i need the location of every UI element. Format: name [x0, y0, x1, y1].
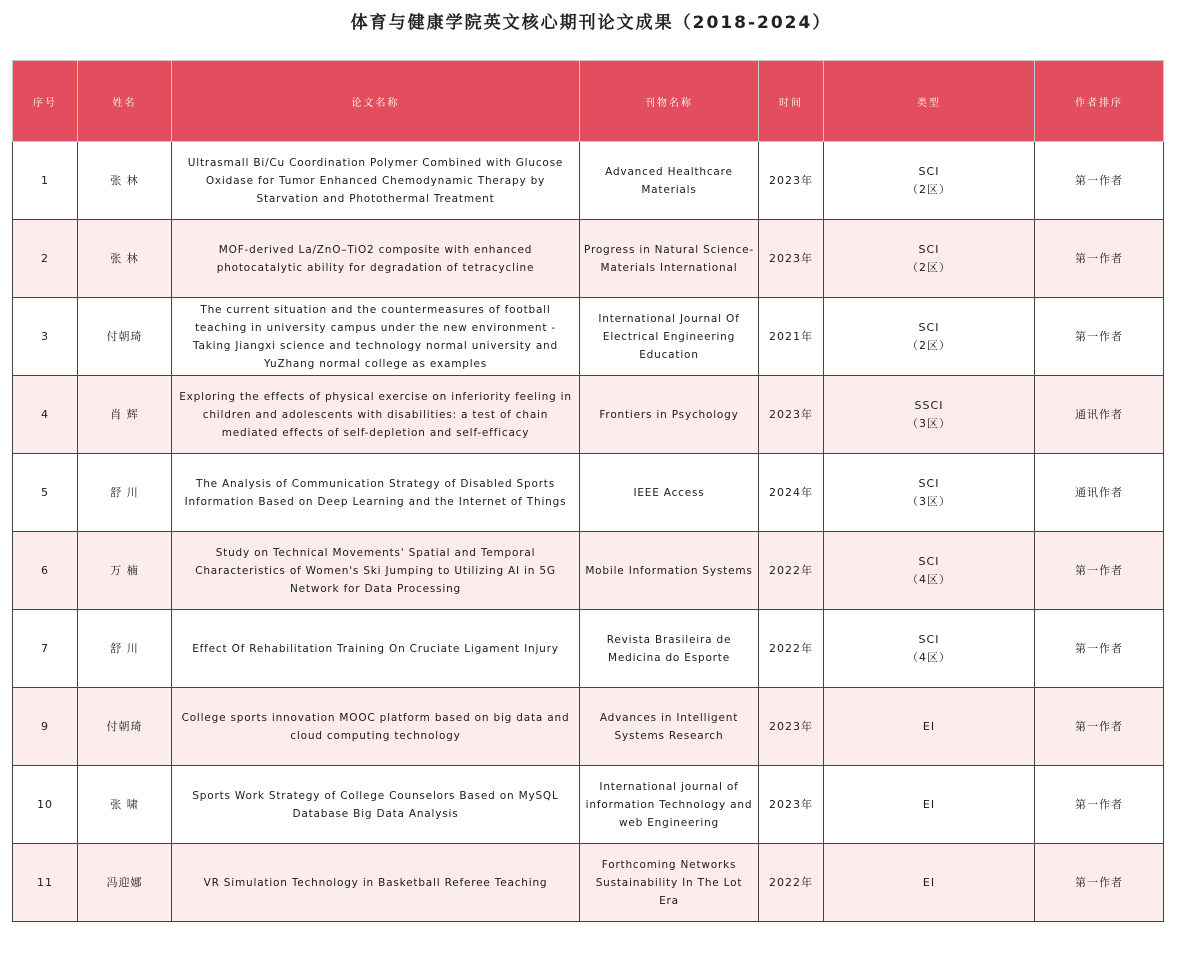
cell-year: 2023年 — [759, 376, 824, 454]
cell-author-order: 第一作者 — [1035, 142, 1164, 220]
cell-year: 2022年 — [759, 844, 824, 922]
zone-label: （2区） — [907, 338, 951, 352]
header-name: 姓名 — [78, 61, 172, 142]
zone-label: （4区） — [907, 650, 951, 664]
type-label: SCI — [918, 554, 940, 568]
type-label: EI — [922, 797, 936, 811]
cell-no: 11 — [13, 844, 78, 922]
cell-author-order: 第一作者 — [1035, 220, 1164, 298]
cell-paper: The current situation and the countermeasures of football teaching in university campus under the new environment - Taking Jiangxi science and technology normal university and YuZhang normal college as examples — [172, 298, 580, 376]
cell-paper: Study on Technical Movements' Spatial and Temporal Characteristics of Women's Ski Jumping to Utilizing AI in 5G Network for Data Processing — [172, 532, 580, 610]
cell-year: 2024年 — [759, 454, 824, 532]
cell-paper: Ultrasmall Bi/Cu Coordination Polymer Combined with Glucose Oxidase for Tumor Enhanced Chemodynamic Therapy by Starvation and Photothermal Treatment — [172, 142, 580, 220]
cell-no: 3 — [13, 298, 78, 376]
cell-author-order: 通讯作者 — [1035, 454, 1164, 532]
cell-type — [824, 688, 1035, 766]
cell-no: 5 — [13, 454, 78, 532]
table-row — [13, 220, 1164, 298]
cell-year: 2023年 — [759, 766, 824, 844]
cell-author-order: 第一作者 — [1035, 532, 1164, 610]
page-title: 体育与健康学院英文核心期刊论文成果（2018-2024） — [350, 13, 832, 33]
cell-journal: Advanced Healthcare Materials — [580, 142, 759, 220]
cell-name: 肖 辉 — [78, 376, 172, 454]
cell-year: 2022年 — [759, 532, 824, 610]
cell-name: 舒 川 — [78, 454, 172, 532]
cell-author-order: 第一作者 — [1035, 844, 1164, 922]
table-row — [13, 532, 1164, 610]
table-row — [13, 610, 1164, 688]
cell-no: 7 — [13, 610, 78, 688]
cell-paper: Sports Work Strategy of College Counselors Based on MySQL Database Big Data Analysis — [172, 766, 580, 844]
cell-name: 付朝琦 — [78, 688, 172, 766]
zone-label: （3区） — [907, 416, 951, 430]
cell-paper: VR Simulation Technology in Basketball Referee Teaching — [172, 844, 580, 922]
table-row — [13, 766, 1164, 844]
cell-paper: Effect Of Rehabilitation Training On Cruciate Ligament Injury — [172, 610, 580, 688]
cell-paper: MOF-derived La/ZnO–TiO2 composite with enhanced photocatalytic ability for degradation of tetracycline — [172, 220, 580, 298]
cell-journal: Progress in Natural Science-Materials International — [580, 220, 759, 298]
cell-author-order: 通讯作者 — [1035, 376, 1164, 454]
cell-no: 9 — [13, 688, 78, 766]
cell-name: 万 楠 — [78, 532, 172, 610]
cell-name: 张 啸 — [78, 766, 172, 844]
type-label: EI — [922, 719, 936, 733]
table-row — [13, 844, 1164, 922]
cell-type — [824, 376, 1035, 454]
cell-journal: International Journal Of Electrical Engineering Education — [580, 298, 759, 376]
header-type: 类型 — [824, 61, 1035, 142]
cell-journal: Advances in Intelligent Systems Research — [580, 688, 759, 766]
cell-type — [824, 220, 1035, 298]
header-no: 序号 — [13, 61, 78, 142]
cell-no: 1 — [13, 142, 78, 220]
type-label: EI — [922, 875, 936, 889]
cell-author-order: 第一作者 — [1035, 688, 1164, 766]
cell-no: 4 — [13, 376, 78, 454]
cell-paper: College sports innovation MOOC platform based on big data and cloud computing technology — [172, 688, 580, 766]
cell-year: 2023年 — [759, 688, 824, 766]
cell-author-order: 第一作者 — [1035, 610, 1164, 688]
cell-author-order: 第一作者 — [1035, 298, 1164, 376]
header-author-order: 作者排序 — [1035, 61, 1164, 142]
cell-year: 2023年 — [759, 142, 824, 220]
type-label: SCI — [918, 164, 940, 178]
type-label: SCI — [918, 476, 940, 490]
table-row — [13, 142, 1164, 220]
cell-journal: Forthcoming Networks Sustainability In The Lot Era — [580, 844, 759, 922]
cell-journal: Mobile Information Systems — [580, 532, 759, 610]
table-row — [13, 454, 1164, 532]
type-label: SCI — [918, 320, 940, 334]
cell-journal: IEEE Access — [580, 454, 759, 532]
cell-no: 10 — [13, 766, 78, 844]
cell-type — [824, 844, 1035, 922]
cell-journal: Revista Brasileira de Medicina do Esporte — [580, 610, 759, 688]
cell-type — [824, 454, 1035, 532]
cell-no: 2 — [13, 220, 78, 298]
cell-type — [824, 532, 1035, 610]
zone-label: （3区） — [907, 494, 951, 508]
cell-type — [824, 298, 1035, 376]
type-label: SCI — [918, 242, 940, 256]
type-label: SSCI — [914, 398, 944, 412]
cell-name: 付朝琦 — [78, 298, 172, 376]
cell-year: 2022年 — [759, 610, 824, 688]
type-label: SCI — [918, 632, 940, 646]
cell-author-order: 第一作者 — [1035, 766, 1164, 844]
cell-name: 张 林 — [78, 220, 172, 298]
zone-label: （4区） — [907, 572, 951, 586]
cell-type — [824, 142, 1035, 220]
cell-name: 舒 川 — [78, 610, 172, 688]
cell-paper: Exploring the effects of physical exercise on inferiority feeling in children and adolescents with disabilities: a test of chain mediated effects of self-depletion and self-efficacy — [172, 376, 580, 454]
zone-label: （2区） — [907, 260, 951, 274]
cell-paper: The Analysis of Communication Strategy of Disabled Sports Information Based on Deep Learning and the Internet of Things — [172, 454, 580, 532]
cell-year: 2021年 — [759, 298, 824, 376]
cell-type — [824, 610, 1035, 688]
cell-type — [824, 766, 1035, 844]
zone-label: （2区） — [907, 182, 951, 196]
cell-year: 2023年 — [759, 220, 824, 298]
cell-name: 冯迎娜 — [78, 844, 172, 922]
cell-journal: International journal of information Technology and web Engineering — [580, 766, 759, 844]
header-row — [13, 61, 1164, 142]
publications-table — [12, 60, 1164, 922]
header-paper: 论文名称 — [172, 61, 580, 142]
table-row — [13, 688, 1164, 766]
header-journal: 刊物名称 — [580, 61, 759, 142]
table-row — [13, 298, 1164, 376]
cell-no: 6 — [13, 532, 78, 610]
header-year: 时间 — [759, 61, 824, 142]
table-row — [13, 376, 1164, 454]
cell-name: 张 林 — [78, 142, 172, 220]
cell-journal: Frontiers in Psychology — [580, 376, 759, 454]
